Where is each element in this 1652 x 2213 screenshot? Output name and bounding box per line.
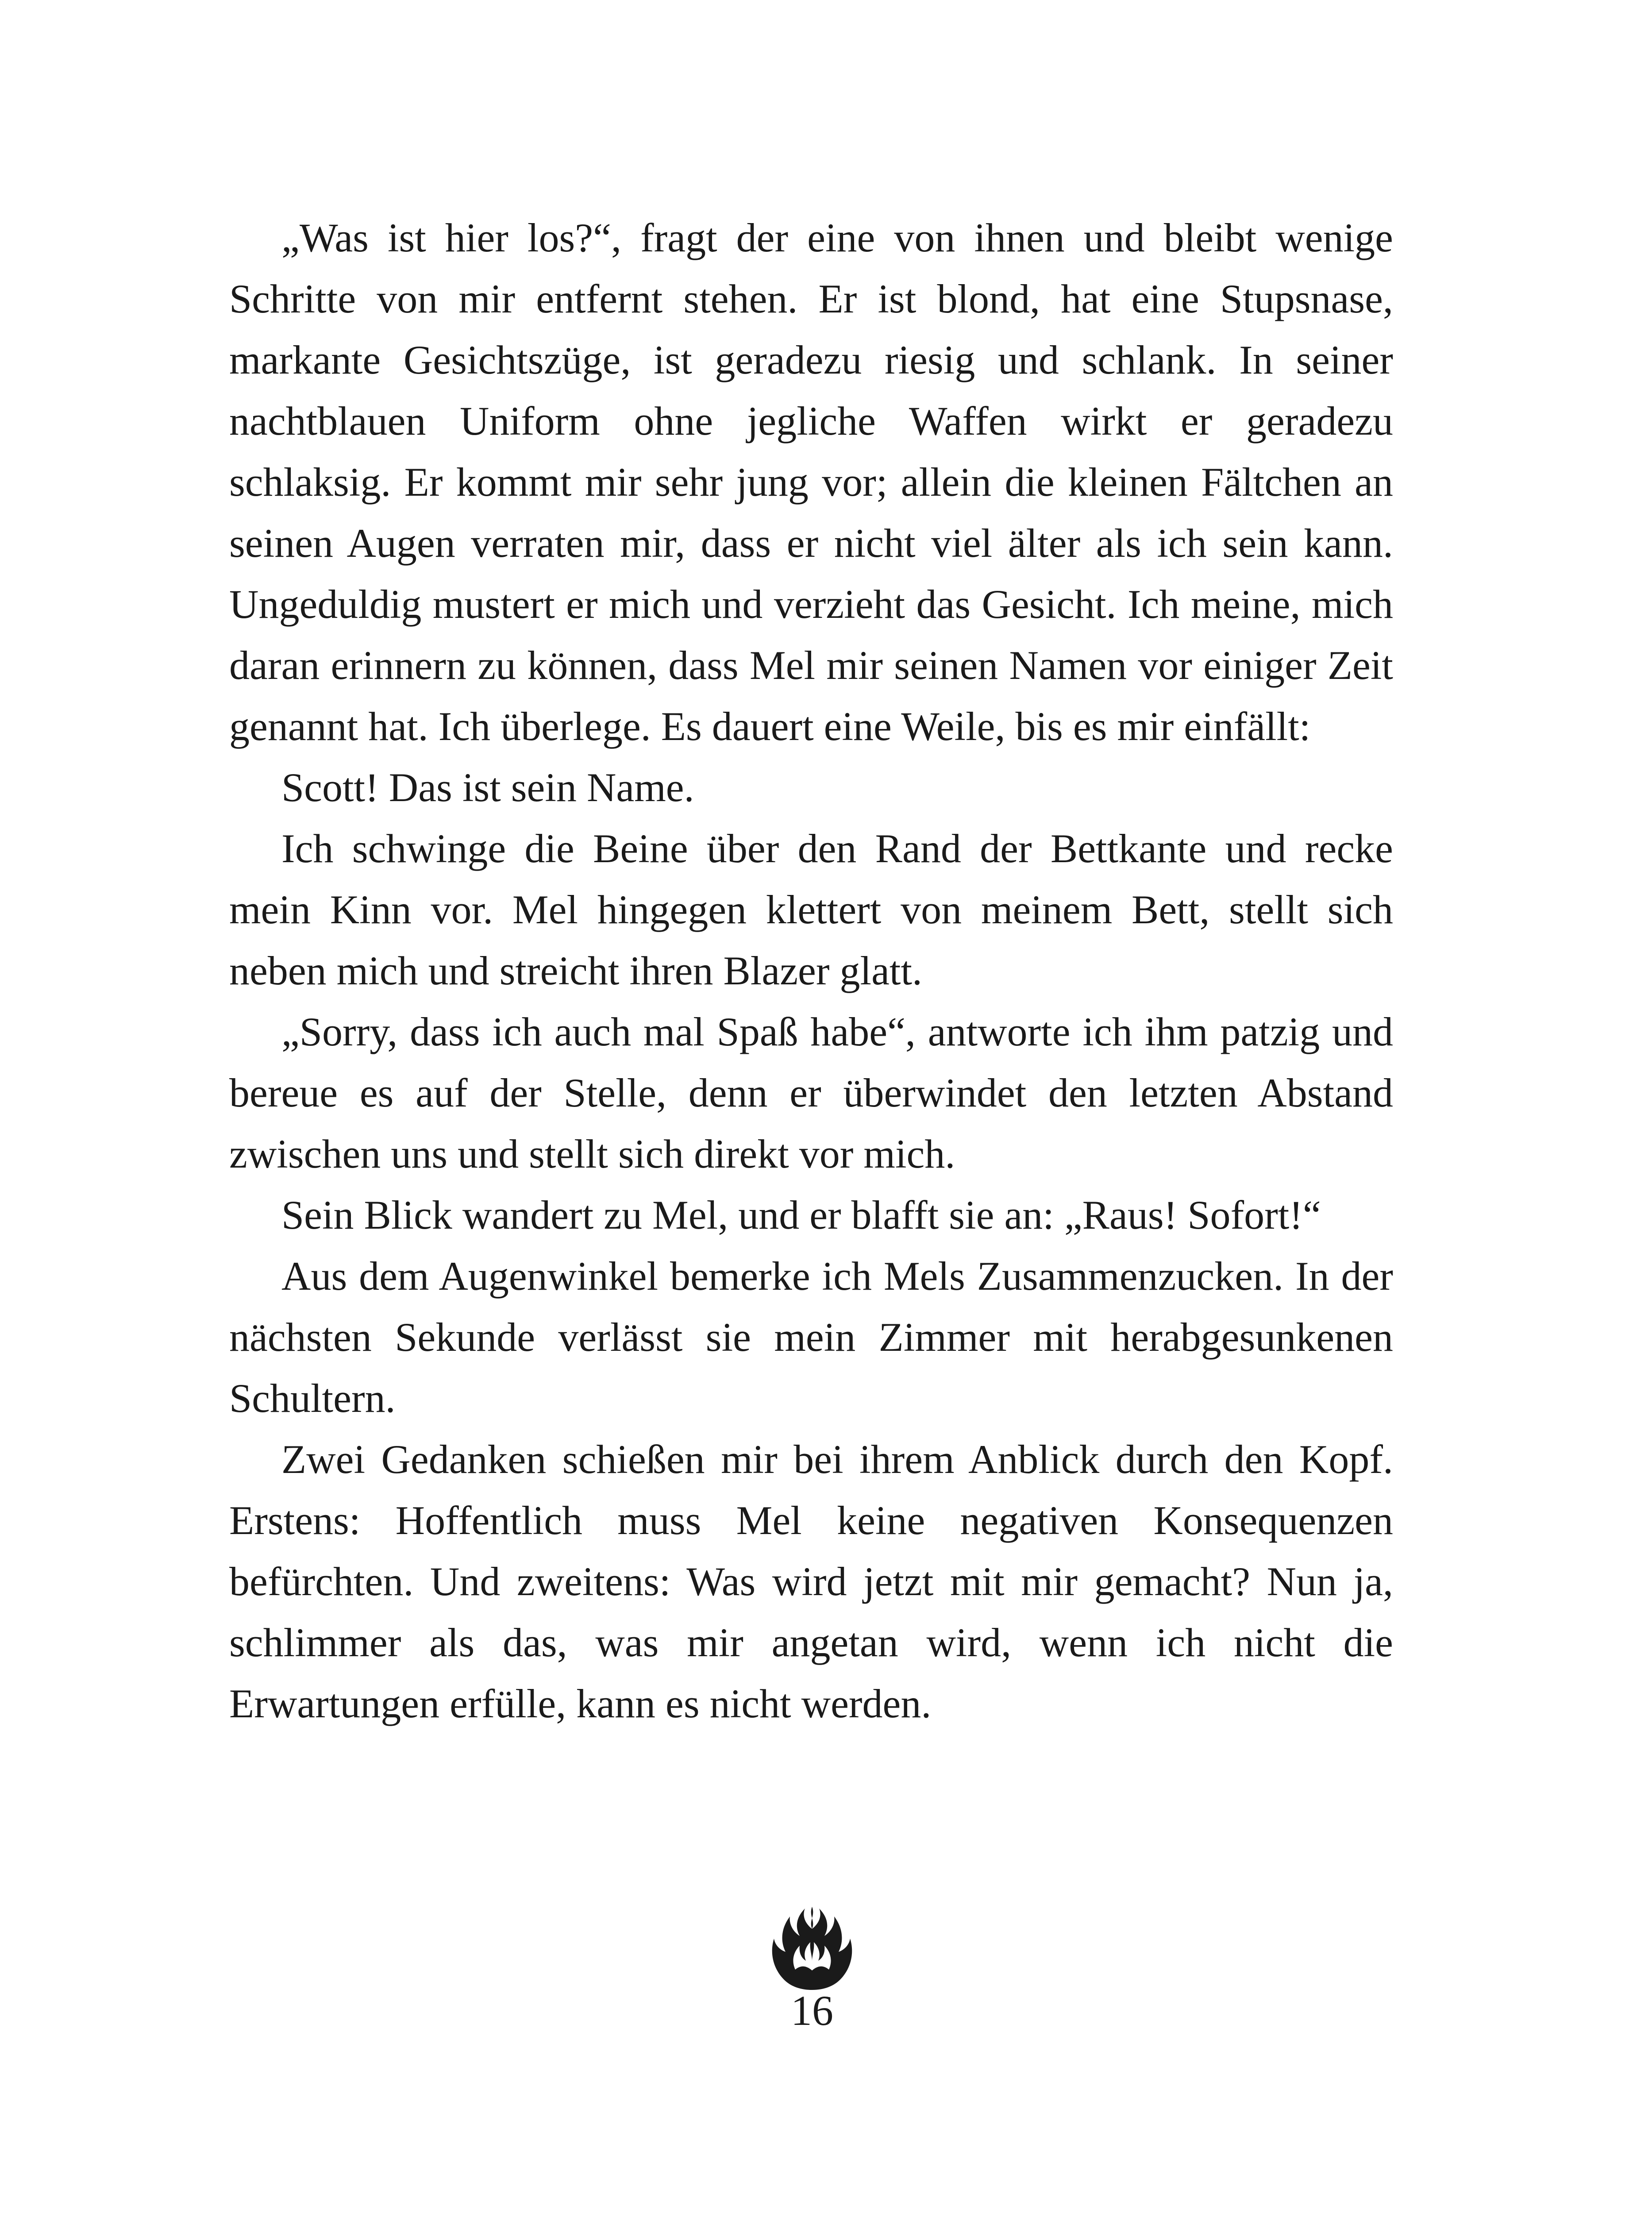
- paragraph-2: Scott! Das ist sein Name.: [281, 765, 694, 810]
- paragraph-3: Ich schwinge die Beine über den Rand der Bettkante und recke mein Kinn vor. Mel hingegen klettert von meinem Bett, stellt sich neben mich und streicht ihren Blazer glatt.: [229, 826, 1393, 993]
- flame-crown-icon: [768, 1903, 856, 1992]
- page-number: 16: [791, 1987, 833, 2034]
- paragraph-4: „Sorry, dass ich auch mal Spaß habe“, antworte ich ihm patzig und bereue es auf der Stelle, denn er überwindet den letzten Abstand zwischen uns und stellt sich direkt vor mich.: [229, 1009, 1393, 1176]
- paragraph-1: „Was ist hier los?“, fragt der eine von ihnen und bleibt wenige Schritte von mir entfernt stehen. Er ist blond, hat eine Stupsnase, markante Gesichtszüge, ist geradezu riesig und schlank. In seiner nachtblauen Uniform ohne jegliche Waffen wirkt er geradezu schlaksig. Er kommt mir sehr jung vor; allein die kleinen Fältchen an seinen Augen verraten mir, dass er nicht viel älter als ich sein kann. Ungeduldig mustert er mich und verzieht das Gesicht. Ich meine, mich daran erinnern zu können, dass Mel mir seinen Namen vor einiger Zeit genannt hat. Ich überlege. Es dauert eine Weile, bis es mir einfällt:: [229, 215, 1393, 749]
- paragraph-7: Zwei Gedanken schießen mir bei ihrem Anblick durch den Kopf. Erstens: Hoffentlich muss Mel keine negativen Konsequenzen befürchten. Und zweitens: Was wird jetzt mit mir gemacht? Nun ja, schlimmer als das, was mir angetan wird, wenn ich nicht die Erwartungen erfülle, kann es nicht werden.: [229, 1437, 1393, 1726]
- paragraph-6: Aus dem Augenwinkel bemerke ich Mels Zusammenzucken. In der nächsten Sekunde verlässt sie mein Zimmer mit herabgesunkenen Schultern.: [229, 1253, 1393, 1421]
- body-text: [229, 207, 1393, 1734]
- paragraph-5: Sein Blick wandert zu Mel, und er blafft sie an: „Raus! Sofort!“: [281, 1192, 1321, 1238]
